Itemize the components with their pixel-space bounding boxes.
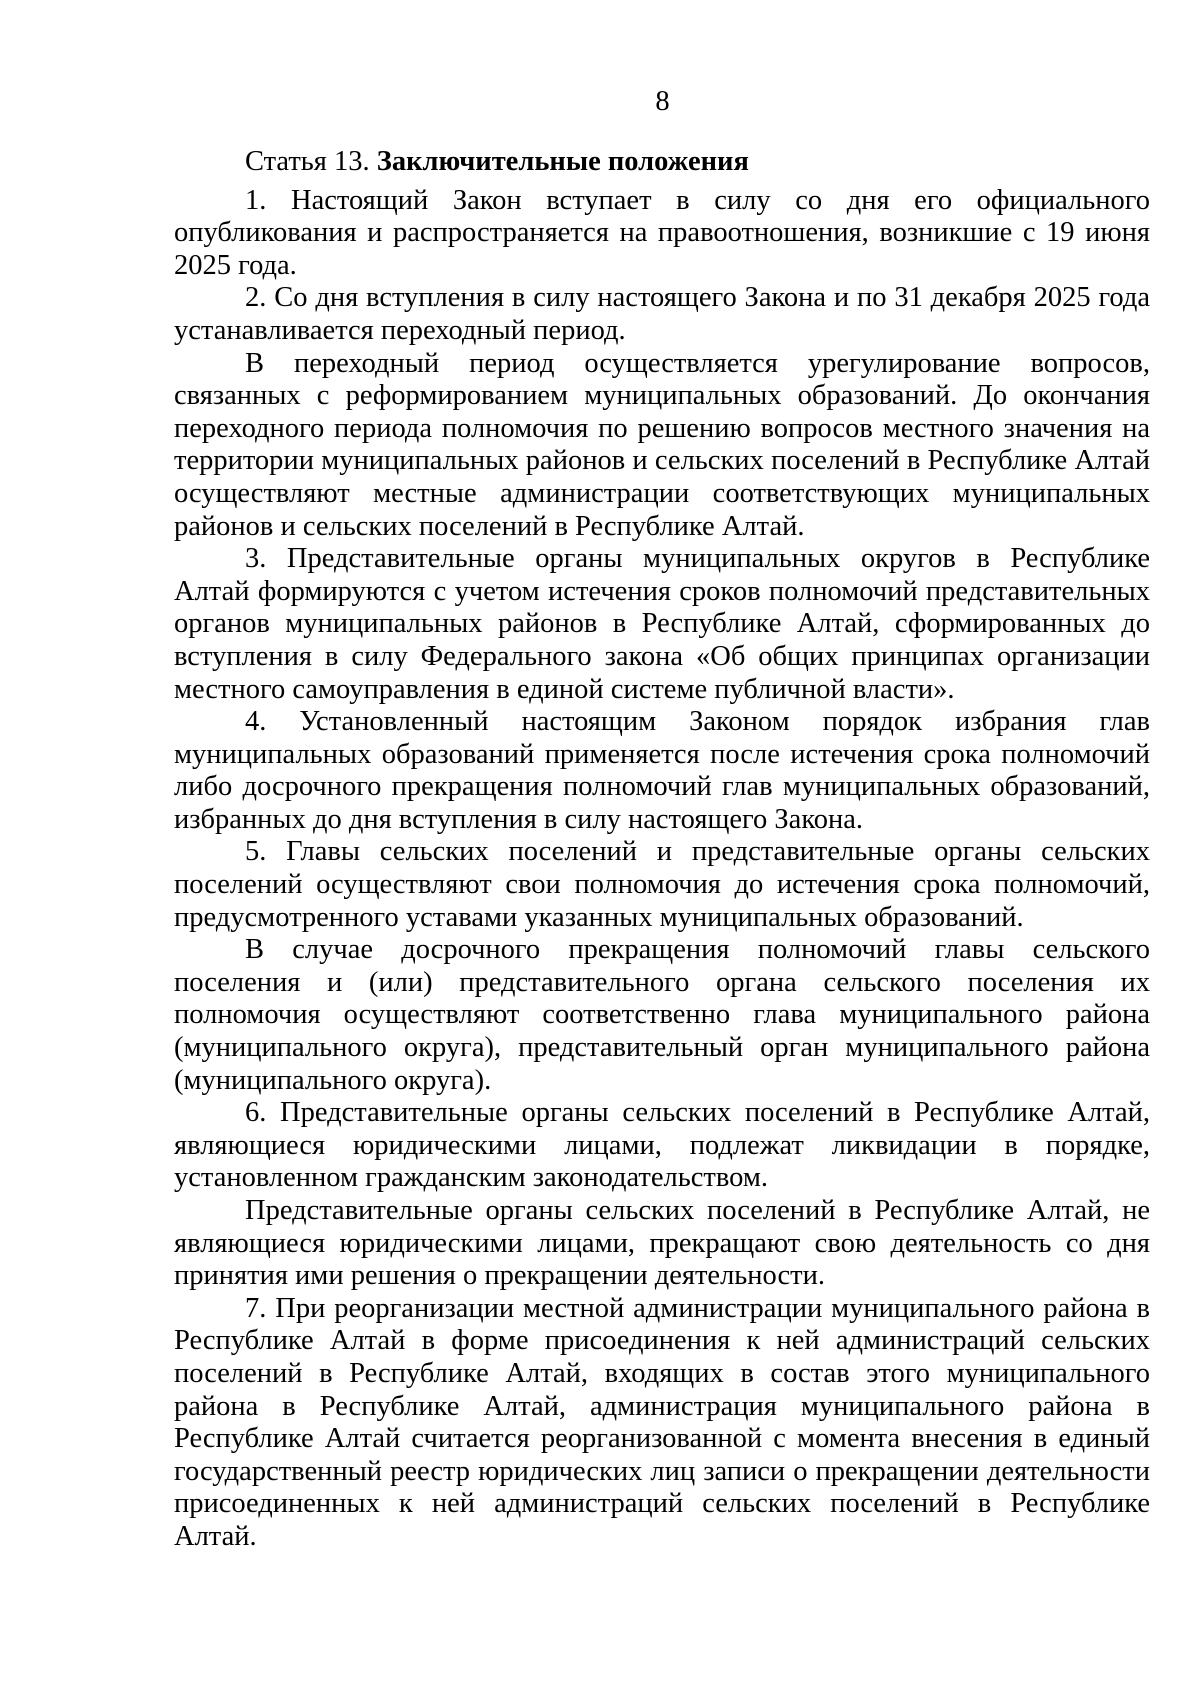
- paragraph-5-early-termination: В случае досрочного прекращения полномочий главы сельского поселения и (или) представительного органа сельского поселения их полномочия осуществляют соответственно глава муниципального района (муниципального округа), представительный орган муниципального района (муниципального округа).: [174, 934, 1150, 1096]
- paragraph-3: 3. Представительные органы муниципальных округов в Республике Алтай формируются с учетом истечения сроков полномочий представительных органов муниципальных районов в Республике Алтай, сформированных до вступления в силу Федерального закона «Об общих принципах организации местного самоуправления в единой системе публичной власти».: [174, 543, 1150, 705]
- paragraph-2-transition: В переходный период осуществляется урегулирование вопросов, связанных с реформированием муниципальных образований. До окончания переходного периода полномочия по решению вопросов местного значения на территории муниципальных районов и сельских поселений в Республике Алтай осуществляют местные администрации соответствующих муниципальных районов и сельских поселений в Республике Алтай.: [174, 347, 1150, 542]
- paragraph-6: 6. Представительные органы сельских поселений в Республике Алтай, являющиеся юридическими лицами, подлежат ликвидации в порядке, установленном гражданским законодательством.: [174, 1097, 1150, 1194]
- article-label: Статья 13.: [245, 146, 370, 177]
- document-body: [174, 146, 1150, 1554]
- paragraph-6-non-legal-entities: Представительные органы сельских поселений в Республике Алтай, не являющиеся юридическими лицами, прекращают свою деятельность со дня принятия ими решения о прекращении деятельности.: [174, 1195, 1150, 1292]
- paragraph-5: 5. Главы сельских поселений и представительные органы сельских поселений осуществляют свои полномочия до истечения срока полномочий, предусмотренного уставами указанных муниципальных образований.: [174, 836, 1150, 933]
- paragraph-2: 2. Со дня вступления в силу настоящего Закона и по 31 декабря 2025 года устанавливается переходный период.: [174, 282, 1150, 346]
- paragraph-7: 7. При реорганизации местной администрации муниципального района в Республике Алтай в форме присоединения к ней администраций сельских поселений в Республике Алтай, входящих в состав этого муниципального района в Республике Алтай, администрация муниципального района в Республике Алтай считается реорганизованной с момента внесения в единый государственный реестр юридических лиц записи о прекращении деятельности присоединенных к ней администраций сельских поселений в Республике Алтай.: [174, 1292, 1150, 1552]
- article-heading: [174, 146, 1150, 179]
- page-number: 8: [655, 86, 670, 117]
- paragraph-1: 1. Настоящий Закон вступает в силу со дня его официального опубликования и распространяется на правоотношения, возникшие с 19 июня 2025 года.: [174, 184, 1150, 281]
- paragraph-4: 4. Установленный настоящим Законом порядок избрания глав муниципальных образований применяется после истечения срока полномочий либо досрочного прекращения полномочий глав муниципальных образований, избранных до дня вступления в силу настоящего Закона.: [174, 706, 1150, 835]
- article-title: Заключительные положения: [376, 146, 749, 177]
